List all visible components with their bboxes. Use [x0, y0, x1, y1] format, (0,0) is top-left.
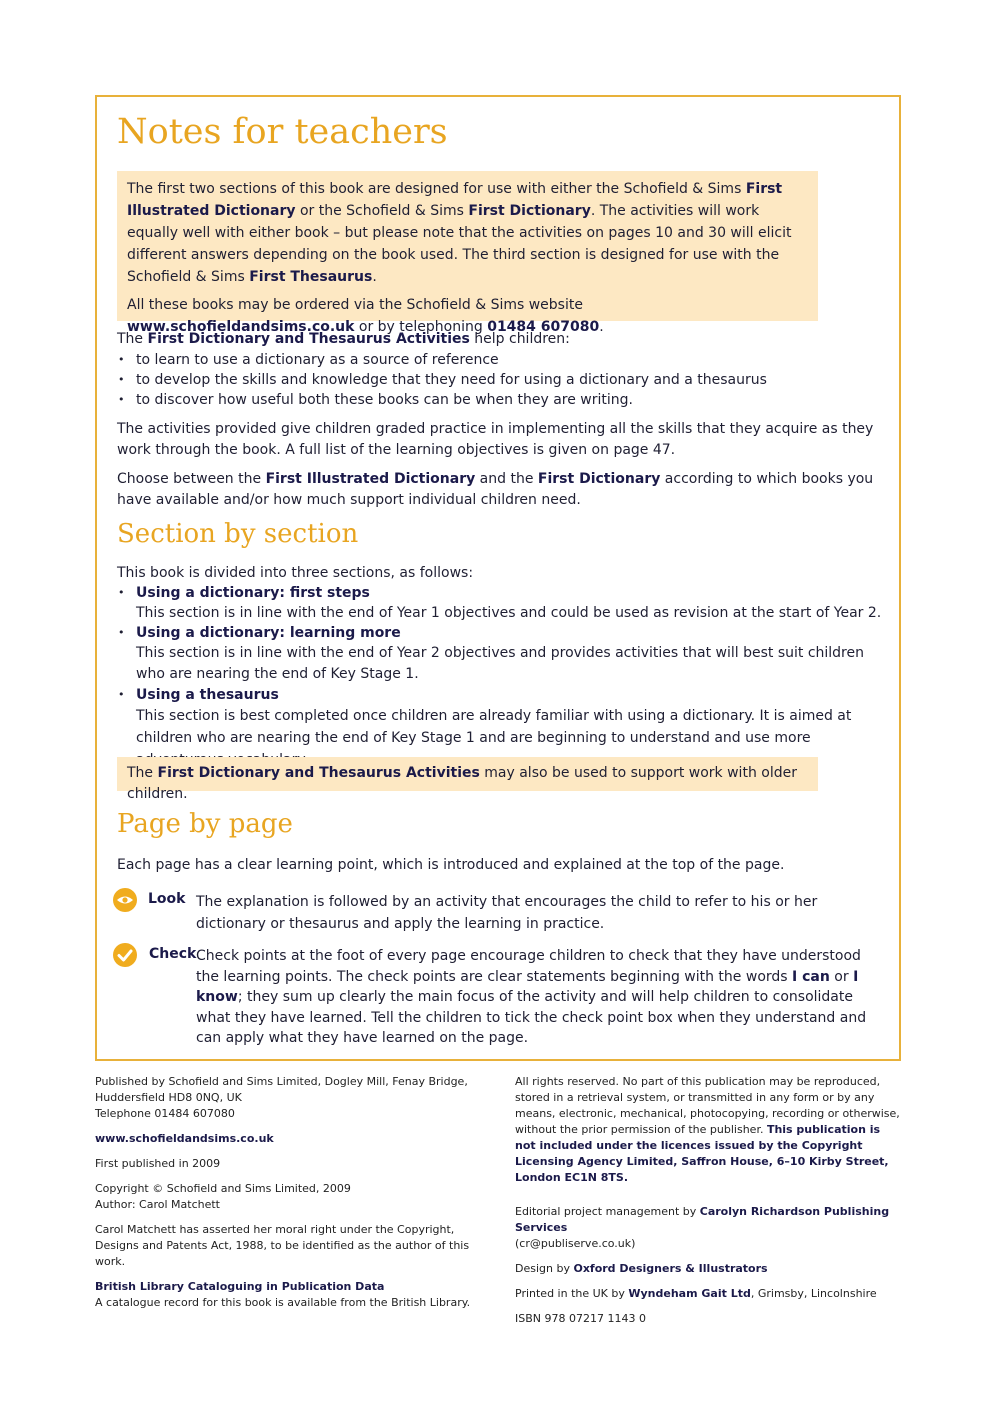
list-item: • to discover how useful both these books can be when they are writing.: [117, 390, 883, 410]
first-published: First published in 2009: [95, 1157, 221, 1170]
choose-paragraph: [117, 469, 883, 511]
intro-text: The first two sections of this book are designed for use with either the Schofield & Sims: [127, 181, 746, 197]
section-desc: This section is in line with the end of Year 2 objectives and provides activities that will best suit children who are nearing the end of Key Stage 1.: [136, 645, 864, 682]
book-title-thesaurus: First Thesaurus: [249, 269, 373, 285]
checkmark-icon: [113, 943, 137, 967]
choose-text: according to which books you have available and/or how much support individual children need.: [117, 471, 874, 508]
section-title: • Using a thesaurus: [136, 687, 279, 703]
intro-text: or the Schofield & Sims: [295, 203, 469, 219]
section-desc: This section is in line with the end of Year 1 objectives and could be used as revision at the start of Year 2.: [136, 605, 882, 621]
page-by-page-heading: Page by page: [117, 809, 293, 839]
section-title: • Using a dictionary: first steps: [136, 585, 370, 601]
book-title-illustrated: First Illustrated Dictionary: [265, 471, 476, 487]
printer-text: Printed in the UK by: [515, 1287, 629, 1300]
rights-licence-note: This publication is not included under the licences issued by the Copyright Licensing Agency Limited, Saffron House, 6–10 Kirby Street, London EC1N 8TS.: [515, 1123, 889, 1184]
intro-highlight-box: [117, 171, 818, 335]
printer-company: Wyndeham Gait Ltd: [628, 1287, 751, 1300]
copyright-info: [95, 1181, 475, 1213]
section-item: [117, 583, 883, 623]
intro-text: . The activities will work equally well with either book – but please note that the activities on pages 10 and 30 will elicit different answers depending on the book used. The third section is designed for use with the Schofield & Sims: [127, 203, 792, 285]
section-desc: This section is best completed once children are already familiar with using a dictionary. It is aimed at children who are nearing the end of Key Stage 1 and are beginning to understand and use more: [136, 708, 852, 746]
rights-text: All rights reserved. No part of this publication may be reproduced, stored in a retrieval system, or transmitted in any form or by any means, electronic, mechanical, photocopying, recording or otherwise, without the prior permission of the publisher.: [515, 1075, 900, 1136]
printer-location: , Grimsby, Lincolnshire: [750, 1287, 877, 1300]
footer-right: [515, 1074, 903, 1336]
publisher-address: Published by Schofield and Sims Limited, Dogley Mill, Fenay Bridge, Huddersfield HD8 0NQ, UK: [95, 1075, 468, 1104]
book-title-dictionary: First Dictionary: [537, 471, 661, 487]
sections-block: [117, 563, 883, 771]
activities-paragraph: The activities provided give children graded practice in implementing all the skills that they acquire as they work through the book. A full list of the learning objectives is given on page 47.: [117, 421, 874, 458]
product-name: First Dictionary and Thesaurus Activities: [147, 331, 470, 347]
look-text: The explanation is followed by an activity that encourages the child to refer to his or her dictionary or thesaurus and apply the learning in practice.: [196, 894, 818, 932]
helps-text: The: [117, 331, 148, 347]
page-intro: Each page has a clear learning point, which is introduced and explained at the top of the page.: [117, 857, 785, 873]
check-text-part: Check points at the foot of every page encourage children to check that they have understood the learning points. The check points are clear statements beginning with the words: [196, 948, 861, 985]
sections-list: [117, 583, 883, 771]
section-by-section-heading: Section by section: [117, 519, 359, 549]
copyright-line: Copyright © Schofield and Sims Limited, 2009: [95, 1182, 351, 1195]
check-text: [196, 946, 886, 1049]
cip-text: A catalogue record for this book is available from the British Library.: [95, 1296, 471, 1309]
helps-block: [117, 329, 883, 410]
intro-text: or by telephoning: [354, 319, 488, 335]
rights-statement: [515, 1074, 903, 1186]
section-item: [117, 623, 883, 685]
intro-paragraph-1: [127, 178, 808, 288]
product-name: First Dictionary and Thesaurus Activities: [157, 765, 480, 781]
look-label: Look: [148, 891, 186, 907]
choose-text: and the: [475, 471, 538, 487]
helps-lead: [117, 329, 883, 350]
section-title: • Using a dictionary: learning more: [136, 625, 401, 641]
editorial-credit: [515, 1204, 903, 1252]
intro-text: .: [372, 269, 377, 285]
list-item: • to develop the skills and knowledge that they need for using a dictionary and a thesaurus: [117, 370, 883, 390]
printer-credit: [515, 1286, 903, 1302]
older-text: The: [127, 765, 158, 781]
notes-frame: [95, 95, 901, 1061]
cip-info: [95, 1279, 475, 1311]
older-children-box: [117, 757, 818, 802]
cip-title: British Library Cataloguing in Publication Data: [95, 1280, 385, 1293]
intro-text: .: [599, 319, 604, 335]
footer-left: [95, 1074, 475, 1320]
editorial-company: Carolyn Richardson Publishing Services: [515, 1205, 890, 1234]
check-label: Check: [149, 946, 197, 962]
older-text: may also be used to support work with older children.: [127, 765, 797, 802]
helps-text: help children:: [469, 331, 570, 347]
phone-number: 01484 607080: [487, 319, 600, 335]
author-line: Author: Carol Matchett: [95, 1198, 220, 1211]
publisher-website[interactable]: [95, 1131, 475, 1147]
book-title-illustrated: First Illustrated Dictionary: [127, 181, 783, 219]
choose-text: Choose between the: [117, 471, 266, 487]
website-link[interactable]: www.schofieldandsims.co.uk: [127, 319, 355, 335]
helps-list: [117, 350, 883, 410]
eye-icon: [113, 888, 137, 912]
older-children-text: [127, 763, 808, 805]
check-phrase: I can: [792, 968, 830, 985]
sections-intro: This book is divided into three sections, as follows:: [117, 565, 474, 581]
design-credit: [515, 1261, 903, 1277]
publisher-info: [95, 1074, 475, 1122]
design-company: Oxford Designers & Illustrators: [573, 1262, 768, 1275]
list-item: • to learn to use a dictionary as a source of reference: [117, 350, 883, 370]
editorial-text: Editorial project management by: [515, 1205, 700, 1218]
check-phrase: I know: [196, 968, 859, 1005]
check-text-part: ; they sum up clearly the main focus of the activity and will help children to consolidate what they have learned. Tell the children to tick the check point box when they understand and can apply what they have learned on the page.: [196, 989, 867, 1046]
isbn: ISBN 978 07217 1143 0: [515, 1312, 646, 1325]
page-title: Notes for teachers: [117, 112, 448, 152]
website-link[interactable]: www.schofieldandsims.co.uk: [95, 1132, 274, 1145]
publisher-telephone: Telephone 01484 607080: [95, 1107, 235, 1120]
check-text-part: or: [829, 968, 854, 985]
book-title-dictionary: First Dictionary: [468, 203, 591, 219]
intro-text: All these books may be ordered via the Schofield & Sims website: [127, 297, 583, 313]
moral-right: Carol Matchett has asserted her moral right under the Copyright, Designs and Patents Act, 1988, to be identified as the author of this work.: [95, 1223, 470, 1268]
design-text: Design by: [515, 1262, 574, 1275]
editorial-email: (cr@publiserve.co.uk): [515, 1237, 636, 1250]
